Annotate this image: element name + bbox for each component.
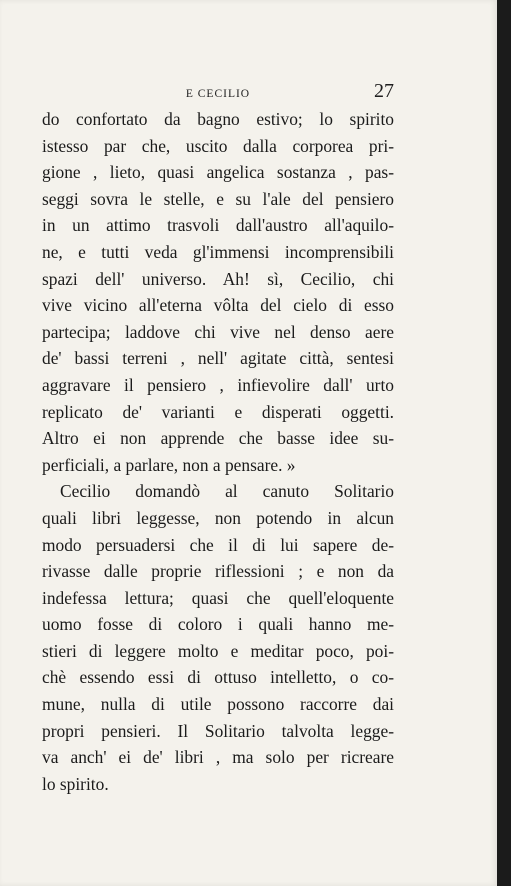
text-line: chè essendo essi di ottuso intelletto, o co- <box>42 667 394 688</box>
text-line: uomo fosse di coloro i quali hanno me- <box>42 614 394 635</box>
text-line: Cecilio domandò al canuto Solitario <box>60 481 394 502</box>
running-head: E CECILIO <box>185 88 251 100</box>
scan-edge <box>497 0 511 886</box>
text-line: perficiali, a parlare, non a pensare. » <box>42 454 296 475</box>
text-line: Altro ei non apprende che basse idee su- <box>42 428 394 449</box>
text-line: do confortato da bagno estivo; lo spirito <box>42 109 394 129</box>
text-line: in un attimo trasvoli dall'austro all'aquilo- <box>42 215 394 236</box>
text-line: spazi dell' universo. Ah! sì, Cecilio, chi <box>42 268 394 289</box>
page-number: 27 <box>374 80 394 102</box>
text-line: istesso par che, uscito dalla corporea pri- <box>42 135 394 156</box>
text-line: mune, nulla di utile possono raccorre dai <box>42 694 394 715</box>
text-line: rivasse dalle proprie riflessioni ; e non da <box>42 561 394 582</box>
text-line: indefessa lettura; quasi che quell'eloquente <box>42 587 394 608</box>
text-line: vive vicino all'eterna vôlta del cielo di esso <box>42 295 394 316</box>
text-line: aggravare il pensiero , infievolire dall' urto <box>42 374 394 395</box>
text-line: replicato de' varianti e disperati oggetti. <box>42 401 394 422</box>
text-line: stieri di leggere molto e meditar poco, poi- <box>42 640 394 661</box>
text-line: ne, e tutti veda gl'immensi incomprensibili <box>42 241 394 262</box>
body-text <box>42 106 394 797</box>
text-line: de' bassi terreni , nell' agitate città, sentesi <box>42 348 394 369</box>
text-line: va anch' ei de' libri , ma solo per ricreare <box>42 747 394 768</box>
text-line: quali libri leggesse, non potendo in alcun <box>42 507 394 528</box>
text-line: gione , lieto, quasi angelica sostanza , pas- <box>42 162 394 183</box>
text-line: partecipa; laddove chi vive nel denso aere <box>42 321 394 342</box>
text-line: seggi sovra le stelle, e su l'ale del pensiero <box>42 188 394 209</box>
text-line: lo spirito. <box>42 773 109 794</box>
text-line: propri pensieri. Il Solitario talvolta legge- <box>42 720 394 741</box>
text-line: modo persuadersi che il di lui sapere de- <box>42 534 394 555</box>
